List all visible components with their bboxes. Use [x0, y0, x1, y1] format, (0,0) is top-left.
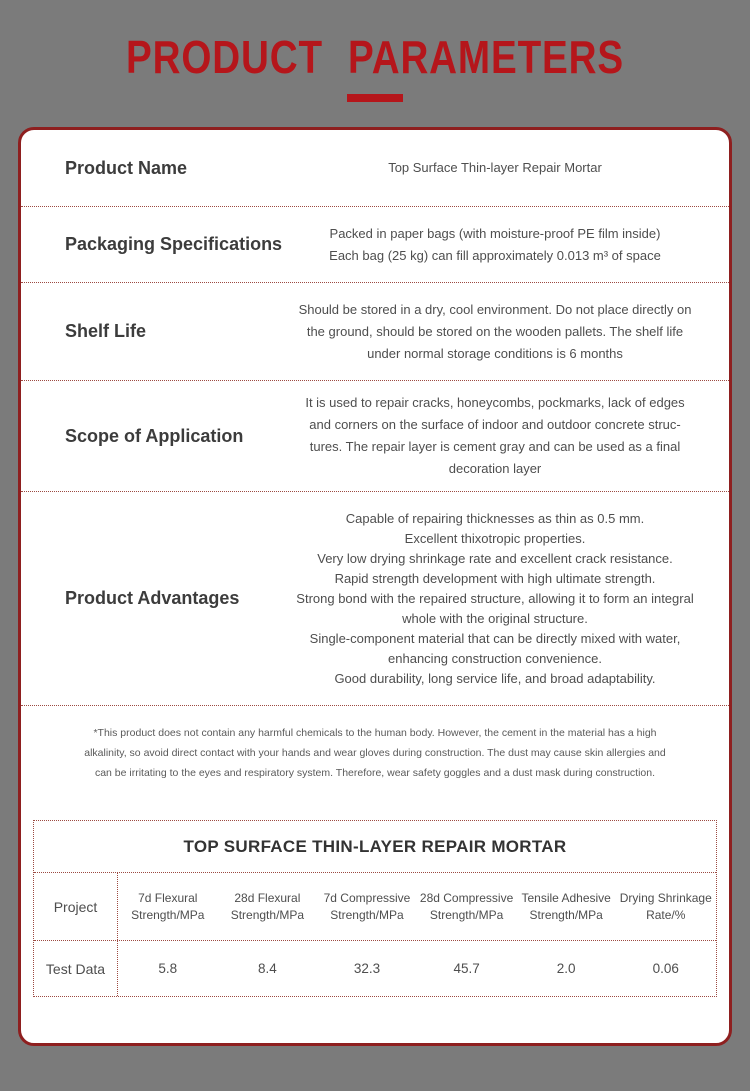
param-label-product-name: Product Name: [65, 157, 188, 178]
footnote-line: alkalinity, so avoid direct contact with your hands and wear gloves during construction. The dust may cause skin allergies and: [84, 747, 666, 759]
param-value-line: Packed in paper bags (with moisture-proof PE film inside): [329, 225, 661, 241]
spec-table-value-cell: 8.4: [258, 961, 277, 976]
column-header-line2: Strength/MPa: [330, 907, 404, 922]
column-header-line1: 7d Flexural: [138, 890, 198, 905]
param-value-line: It is used to repair cracks, honeycombs, pockmarks, lack of edges: [305, 395, 685, 410]
page-title: PRODUCT PARAMETERS: [126, 31, 624, 83]
column-header-line2: Strength/MPa: [131, 907, 205, 922]
spec-table-value-cell: 32.3: [353, 961, 381, 976]
param-value-line: Good durability, long service life, and broad adaptability.: [334, 670, 656, 686]
spec-table-column-header: [417, 873, 517, 940]
spec-table-column-header: [616, 873, 716, 940]
spec-table-header-row: [34, 873, 716, 941]
header: [0, 0, 750, 127]
param-value-line: Excellent thixotropic properties.: [404, 530, 586, 546]
spec-table-value-cell: 0.06: [652, 961, 679, 976]
param-label-product-advantages: Product Advantages: [65, 588, 240, 608]
spec-table-value-cell: 45.7: [453, 961, 480, 976]
column-header-line1: 28d Compressive: [419, 890, 514, 905]
spec-table-project-cell: Project: [34, 873, 118, 940]
param-row-product-name: [21, 130, 729, 207]
param-row-shelf-life: [21, 283, 729, 381]
param-row-scope-of-application: [21, 381, 729, 492]
param-value-line: whole with the original structure.: [402, 610, 588, 626]
param-label-packaging-specifications: Packaging Specifications: [65, 234, 283, 254]
param-value-line: Should be stored in a dry, cool environment. Do not place directly on: [298, 301, 692, 317]
safety-footnote: [21, 706, 729, 820]
param-value-line: decoration layer: [448, 461, 542, 476]
param-row-packaging-specifications: [21, 207, 729, 283]
column-header-line1: 28d Flexural: [234, 890, 301, 905]
param-value-line: tures. The repair layer is cement gray and can be used as a final: [309, 439, 681, 454]
spec-table: [33, 820, 717, 997]
param-value-line: Top Surface Thin-layer Repair Mortar: [388, 160, 602, 175]
param-value-line: enhancing construction convenience.: [388, 650, 602, 666]
column-header-line2: Strength/MPa: [230, 907, 305, 922]
spec-table-column-header: [118, 873, 218, 940]
param-value-product-advantages: [291, 509, 699, 689]
column-header-line1: Tensile Adhesive: [521, 890, 611, 905]
spec-table-title: TOP SURFACE THIN-LAYER REPAIR MORTAR: [34, 821, 716, 873]
column-header-line2: Strength/MPa: [429, 907, 504, 922]
parameters-card: [18, 127, 732, 1046]
param-value-line: Rapid strength development with high ultimate strength.: [334, 570, 656, 586]
param-label-scope-of-application: Scope of Application: [65, 425, 244, 446]
param-label-shelf-life: Shelf Life: [65, 321, 147, 341]
spec-table-value-cell: 2.0: [556, 961, 576, 976]
param-value-line: Very low drying shrinkage rate and excellent crack resistance.: [317, 550, 673, 566]
footnote-line: can be irritating to the eyes and respiratory system. Therefore, wear safety goggles and a dust mask during construction.: [94, 767, 656, 779]
column-header-line1: 7d Compressive: [323, 890, 411, 905]
title-underline-bar: [347, 94, 403, 102]
param-value-line: Single-component material that can be directly mixed with water,: [309, 630, 681, 646]
spec-table-column-header: [516, 873, 616, 940]
spec-table-column-header: [317, 873, 417, 940]
param-value-line: and corners on the surface of indoor and outdoor concrete struc-: [309, 417, 681, 432]
column-header-line1: Drying Shrinkage: [619, 890, 712, 905]
footnote-line: *This product does not contain any harmful chemicals to the human body. However, the cement in the material has a high: [93, 727, 657, 739]
param-value-line: Strong bond with the repaired structure, allowing it to form an integral: [296, 590, 694, 606]
spec-table-data-row: [34, 941, 716, 996]
column-header-line2: Strength/MPa: [529, 907, 603, 922]
column-header-line2: Rate/%: [646, 907, 686, 922]
param-value-scope-of-application: [291, 392, 699, 480]
param-value-line: Each bag (25 kg) can fill approximately 0.013 m³ of space: [329, 247, 661, 263]
param-value-product-name: [291, 157, 699, 179]
spec-table-column-header: [218, 873, 318, 940]
spec-table-value-cell: 5.8: [158, 961, 178, 976]
param-value-line: under normal storage conditions is 6 months: [367, 345, 623, 361]
param-value-packaging-specifications: [291, 223, 699, 267]
param-value-line: the ground, should be stored on the wooden pallets. The shelf life: [306, 323, 684, 339]
param-value-line: Capable of repairing thicknesses as thin as 0.5 mm.: [345, 510, 645, 526]
spec-table-test-data-cell: Test Data: [34, 941, 118, 996]
param-row-product-advantages: [21, 492, 729, 706]
param-value-shelf-life: [291, 299, 699, 365]
